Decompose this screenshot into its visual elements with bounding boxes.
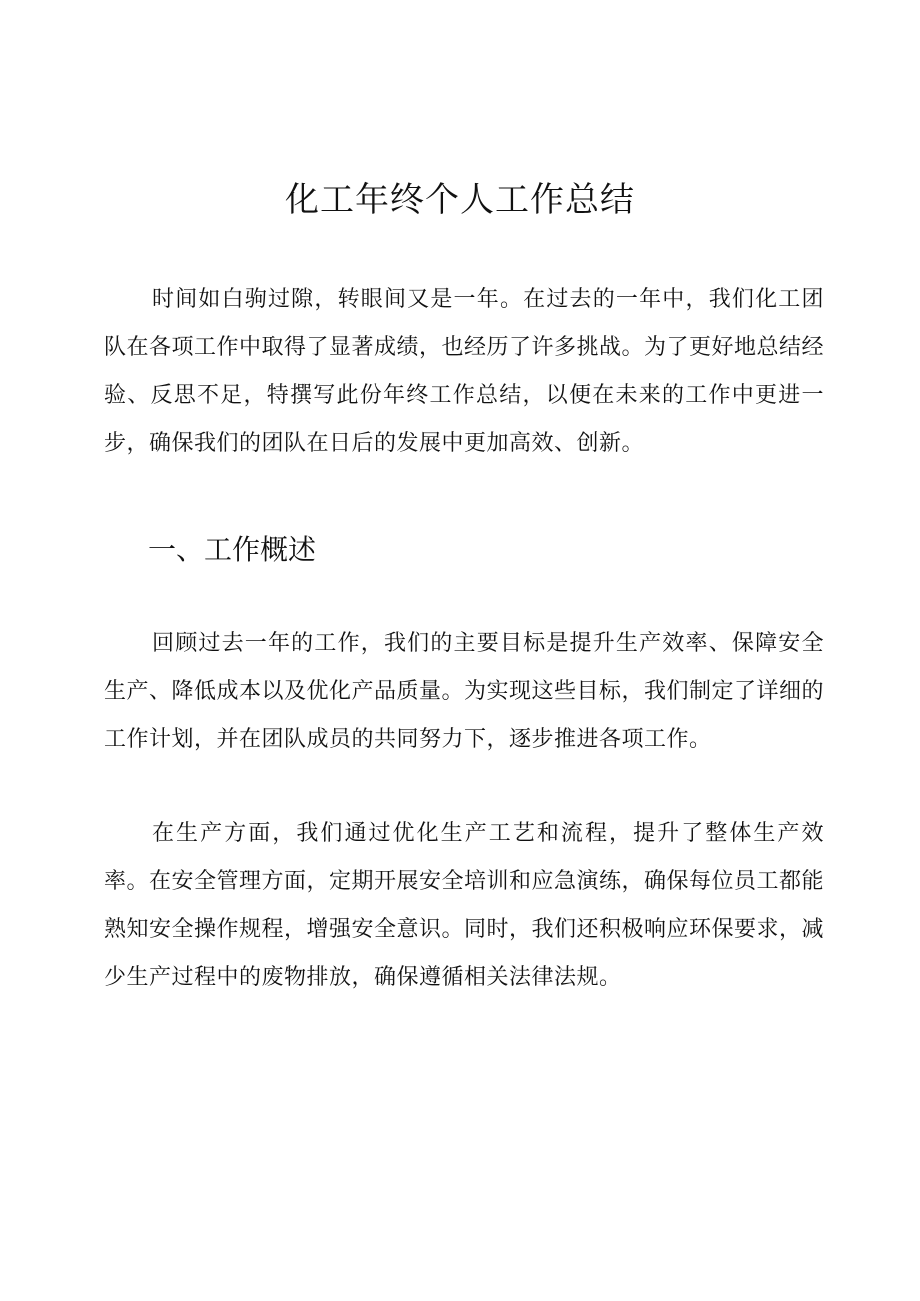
intro-paragraph: 时间如白驹过隙，转眼间又是一年。在过去的一年中，我们化工团队在各项工作中取得了显著成绩，也经历了许多挑战。为了更好地总结经验、反思不足，特撰写此份年终工作总结，以便在未来的工作中更进一步，确保我们的团队在日后的发展中更加高效、创新。 — [104, 287, 825, 456]
document-title: 化工年终个人工作总结 — [285, 180, 635, 220]
work-overview-paragraph-1: 回顾过去一年的工作，我们的主要目标是提升生产效率、保障安全生产、降低成本以及优化产品质量。为实现这些目标，我们制定了详细的工作计划，并在团队成员的共同努力下，逐步推进各项工作。 — [104, 631, 825, 752]
work-overview-paragraph-2: 在生产方面，我们通过优化生产工艺和流程，提升了整体生产效率。在安全管理方面，定期开展安全培训和应急演练，确保每位员工都能熟知安全操作规程，增强安全意识。同时，我们还积极响应环保要求，减少生产过程中的废物排放，确保遵循相关法律法规。 — [104, 821, 825, 990]
section-heading-work-overview: 一、工作概述 — [148, 533, 317, 566]
